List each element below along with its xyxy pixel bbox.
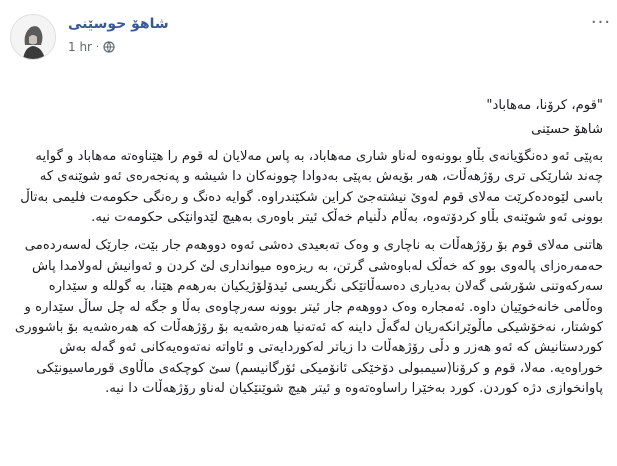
globe-icon[interactable] (103, 41, 115, 53)
avatar-portrait-icon (11, 15, 55, 59)
meta-separator: · (96, 41, 100, 53)
post-paragraph-2: هاتنی مەلای قوم بۆ رۆژهەڵات بە ناچاری و وەک تەبعیدی دەشی ئەوە دووهەم جار بێت، جارێک لەسەردەمی حەمەرەزای پالەوی بوو کە خەڵک لەباوەشی گرتن، بە ریزەوە میوانداری لێ کردن و ئەوانیش لەولامدا پاش سەرکەوتنی شۆرشی گەلان بەدیاری دەسەڵاتێکی نگریسی ئیدۆلۆژیکیان بەرهەم هێنا، بە گوللە و سێدارە وەڵامی خانەخوێیان داوە. ئەمجارە وەک دووهەم جار ئیتر بوونە سەرچاوەی بەڵا و جگە لە چل ساڵ سێدارە و کوشتار، نەخۆشیکی ماڵوێرانکەریان لەگەڵ داینە کە ئەتەنیا هەرەشەیە بۆ رۆژهەڵات کە هەرەشەیە بۆ باشووری کوردستانیش کە ئەو هەزر و دڵی رۆژهەڵات دا زیاتر لەکوردایەتی و ئاواتە نەتەوەیەکانی ئەو گەلە بەش خوراوەیە. مەلا، قوم و کرۆنا(سیمبولی دۆخێکی ئانۆمیکی ئۆرگانیسم) سێ کوچکەی ماڵاوی قورماسیونێکی پاوانخوازی دژە کوردن. کورد بەخێرا راساوەتەوە و ئیتر هیچ شوێنێکیان لەناو رۆژهەڵات دا نیە. (14, 238, 603, 397)
post-time[interactable]: 1 hr (68, 40, 92, 54)
post-paragraph-1: بەپێی ئەو دەنگۆیانەی بڵاو بوونەوە لەناو شاری مەهاباد، بە پاس مەلایان لە قوم را هێناوەتە مەهاباد و گوایە چەند شارێکی تری رۆژهەڵات، هەر بۆیەش بەپێی بەدوادا چوونەکان دا شیشە و پەنجەرەی ئەو شوێنەی کە باسی لێوەدەکرێت مەلای قوم لەوێ نیشتەجێ کراین شکێندراوە. گوایە دەنگ و رەنگی حکومەت فلیمی بەتاڵ بوونی ئەو شوێنەی بڵاو کردۆتەوە، بەڵام دڵنیام خەڵک ئیتر باوەری بەهیچ لێدوانێکی حکومەت نیە. (20, 148, 603, 226)
author-name[interactable]: شاهۆ حوسێنی (68, 16, 169, 32)
more-options-icon[interactable]: ··· (590, 12, 612, 33)
post-byline: شاهۆ حسێنی (531, 122, 603, 138)
avatar[interactable] (10, 14, 56, 60)
post-meta (68, 40, 115, 54)
post-body (12, 72, 603, 408)
post-title: "قوم، کرۆنا، مەهاباد" (486, 98, 603, 113)
